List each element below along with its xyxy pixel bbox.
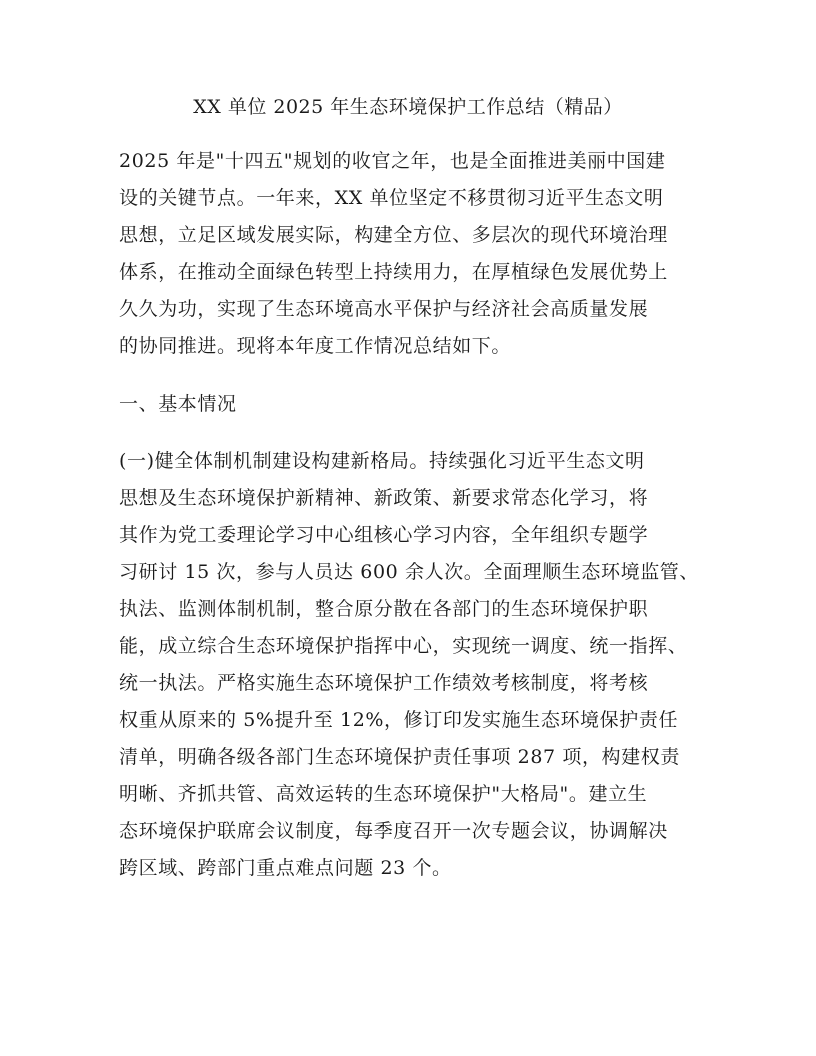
section-heading: 一、基本情况 bbox=[119, 393, 237, 415]
body-line: 习研讨 15 次，参与人员达 600 余人次。全面理顺生态环境监管、 bbox=[119, 561, 700, 583]
document-title: XX 单位 2025 年生态环境保护工作总结（精品） bbox=[193, 96, 623, 118]
body-line: 明晰、齐抓共管、高效运转的生态环境保护"大格局"。建立生 bbox=[119, 783, 648, 805]
body-line: 其作为党工委理论学习中心组核心学习内容，全年组织专题学 bbox=[119, 524, 649, 546]
intro-line: 2025 年是"十四五"规划的收官之年，也是全面推进美丽中国建 bbox=[119, 150, 666, 172]
intro-line: 久久为功，实现了生态环境高水平保护与经济社会高质量发展 bbox=[119, 298, 649, 320]
intro-line: 思想，立足区域发展实际，构建全方位、多层次的现代环境治理 bbox=[119, 224, 668, 246]
intro-line: 体系，在推动全面绿色转型上持续用力，在厚植绿色发展优势上 bbox=[119, 261, 668, 283]
body-line: 跨区域、跨部门重点难点问题 23 个。 bbox=[119, 857, 452, 879]
body-line: (一)健全体制机制建设构建新格局。持续强化习近平生态文明 bbox=[119, 450, 645, 472]
intro-line: 的协同推进。现将本年度工作情况总结如下。 bbox=[119, 335, 512, 357]
body-line: 思想及生态环境保护新精神、新政策、新要求常态化学习，将 bbox=[119, 487, 649, 509]
body-line: 权重从原来的 5%提升至 12%，修订印发实施生态环境保护责任 bbox=[119, 709, 679, 731]
body-line: 执法、监测体制机制，整合原分散在各部门的生态环境保护职 bbox=[119, 598, 649, 620]
body-line: 态环境保护联席会议制度，每季度召开一次专题会议，协调解决 bbox=[119, 820, 668, 842]
intro-line: 设的关键节点。一年来，XX 单位坚定不移贯彻习近平生态文明 bbox=[119, 187, 664, 209]
body-line: 能，成立综合生态环境保护指挥中心，实现统一调度、统一指挥、 bbox=[119, 635, 688, 657]
body-line: 清单，明确各级各部门生态环境保护责任事项 287 项，构建权责 bbox=[119, 746, 680, 768]
body-line: 统一执法。严格实施生态环境保护工作绩效考核制度，将考核 bbox=[119, 672, 649, 694]
